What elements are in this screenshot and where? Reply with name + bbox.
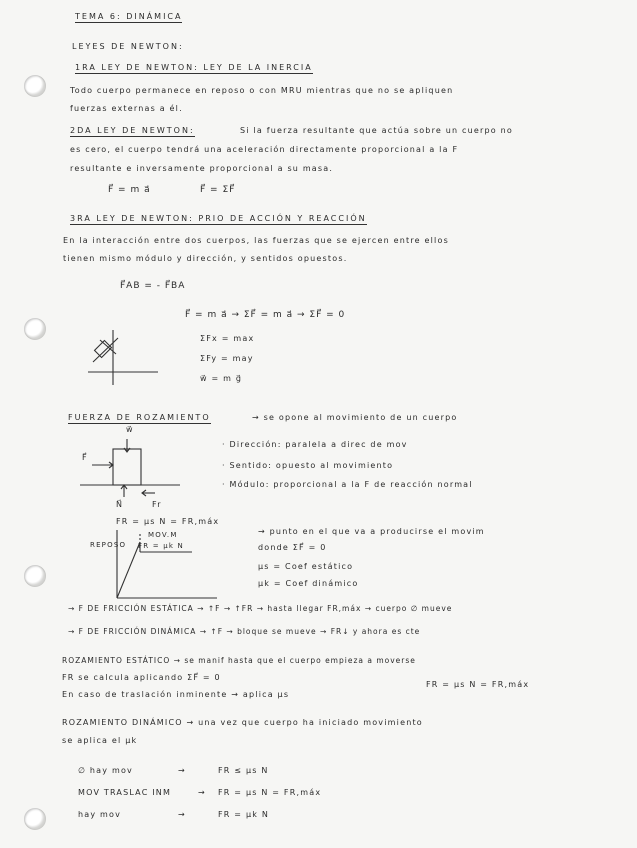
ley1-line: fuerzas externas a él.: [70, 104, 183, 113]
page-title: TEMA 6: DINÁMICA: [75, 12, 183, 21]
case-arrow: →: [198, 788, 206, 797]
case-cond: ∅ hay mov: [78, 766, 133, 775]
estatico-def: FR se calcula aplicando ΣF⃗ = 0: [62, 673, 221, 682]
leyes-heading: LEYES DE NEWTON:: [72, 42, 184, 51]
ley2-line: Si la fuerza resultante que actúa sobre un cuerpo no: [240, 126, 513, 135]
ley3-formula: F⃗AB = - F⃗BA: [120, 281, 186, 291]
case-rel: FR ≤ μs N: [218, 766, 269, 775]
graph-label-reposo: REPOSO: [90, 541, 127, 549]
rozamiento-heading: FUERZA DE ROZAMIENTO: [68, 413, 211, 422]
friccion-dinamica-line: → F DE FRICCIÓN DINÁMICA → ↑F → bloque se mueve → FR↓ y ahora es cte: [68, 627, 421, 636]
label-fr: Fr: [152, 500, 162, 509]
ley3-heading: 3RA LEY DE NEWTON: PRIO DE ACCIÓN Y REACCIÓN: [70, 214, 367, 223]
label-f: F⃗: [82, 453, 88, 462]
ley2-formula: F⃗ = m a⃗: [108, 185, 151, 195]
case-rel: FR = μs N = FR,máx: [218, 788, 322, 797]
rozamiento-note: → se opone al movimiento de un cuerpo: [252, 413, 458, 422]
friccion-estatica-line: → F DE FRICCIÓN ESTÁTICA → ↑F → ↑FR → hasta llegar FR,máx → cuerpo ∅ mueve: [68, 604, 453, 613]
point-note: → punto en el que va a producirse el movim: [258, 527, 485, 536]
label-n: N⃗: [116, 500, 124, 509]
ley2-heading: 2DA LEY DE NEWTON:: [70, 126, 195, 135]
case-rel: FR = μk N: [218, 810, 269, 819]
ley3-component: w⃗ = m g⃗: [200, 374, 243, 383]
ley3-line: tienen mismo módulo y dirección, y sentidos opuestos.: [63, 254, 348, 263]
label-w: w⃗: [126, 425, 134, 434]
fr-formula: FR = μs N = FR,máx: [116, 517, 220, 526]
prop-modulo: · Módulo: proporcional a la F de reacción normal: [222, 480, 473, 489]
ley2-line: es cero, el cuerpo tendrá una aceleración directamente proporcional a la F: [70, 145, 459, 154]
ley3-component: ΣFy = may: [200, 354, 254, 363]
binder-hole: [24, 565, 46, 587]
prop-sentido: · Sentido: opuesto al movimiento: [222, 461, 394, 470]
prop-direccion: · Dirección: paralela a direc de mov: [222, 440, 408, 449]
point-note2: donde ΣF⃗ = 0: [258, 543, 327, 552]
ley2-formula: F⃗ = ΣF⃗: [200, 185, 236, 195]
ley1-line: Todo cuerpo permanece en reposo o con MRU mientras que no se apliquen: [70, 86, 454, 95]
graph-label-fr: FR = μk N: [138, 542, 184, 550]
friction-block-diagram: [80, 425, 180, 515]
dinamico-def: ROZAMIENTO DINÁMICO → una vez que cuerpo ha iniciado movimiento: [62, 718, 423, 727]
binder-hole: [24, 75, 46, 97]
friction-graph: [112, 530, 222, 600]
dinamico-def: se aplica el μk: [62, 736, 138, 745]
ley1-heading: 1RA LEY DE NEWTON: LEY DE LA INERCIA: [75, 63, 313, 72]
ley3-component: ΣFx = max: [200, 334, 255, 343]
graph-label-mov: MOV.M: [148, 531, 178, 539]
ley2-line: resultante e inversamente proporcional a su masa.: [70, 164, 334, 173]
incline-sketch: [88, 330, 168, 390]
estatico-def: En caso de traslación inminente → aplica μs: [62, 690, 290, 699]
case-cond: MOV TRASLAC INM: [78, 788, 172, 797]
binder-hole: [24, 318, 46, 340]
mu-s: μs = Coef estático: [258, 562, 354, 571]
case-arrow: →: [178, 810, 186, 819]
binder-hole: [24, 808, 46, 830]
estatico-def: ROZAMIENTO ESTÁTICO → se manif hasta que el cuerpo empieza a moverse: [62, 656, 416, 665]
case-arrow: →: [178, 766, 186, 775]
ley3-chain: F⃗ = m a⃗ → ΣF⃗ = m a⃗ → ΣF⃗ = 0: [185, 310, 346, 320]
mu-k: μk = Coef dinámico: [258, 579, 359, 588]
ley3-line: En la interacción entre dos cuerpos, las fuerzas que se ejercen entre ellos: [63, 236, 449, 245]
estatico-formula: FR = μs N = FR,máx: [426, 680, 530, 689]
case-cond: hay mov: [78, 810, 122, 819]
